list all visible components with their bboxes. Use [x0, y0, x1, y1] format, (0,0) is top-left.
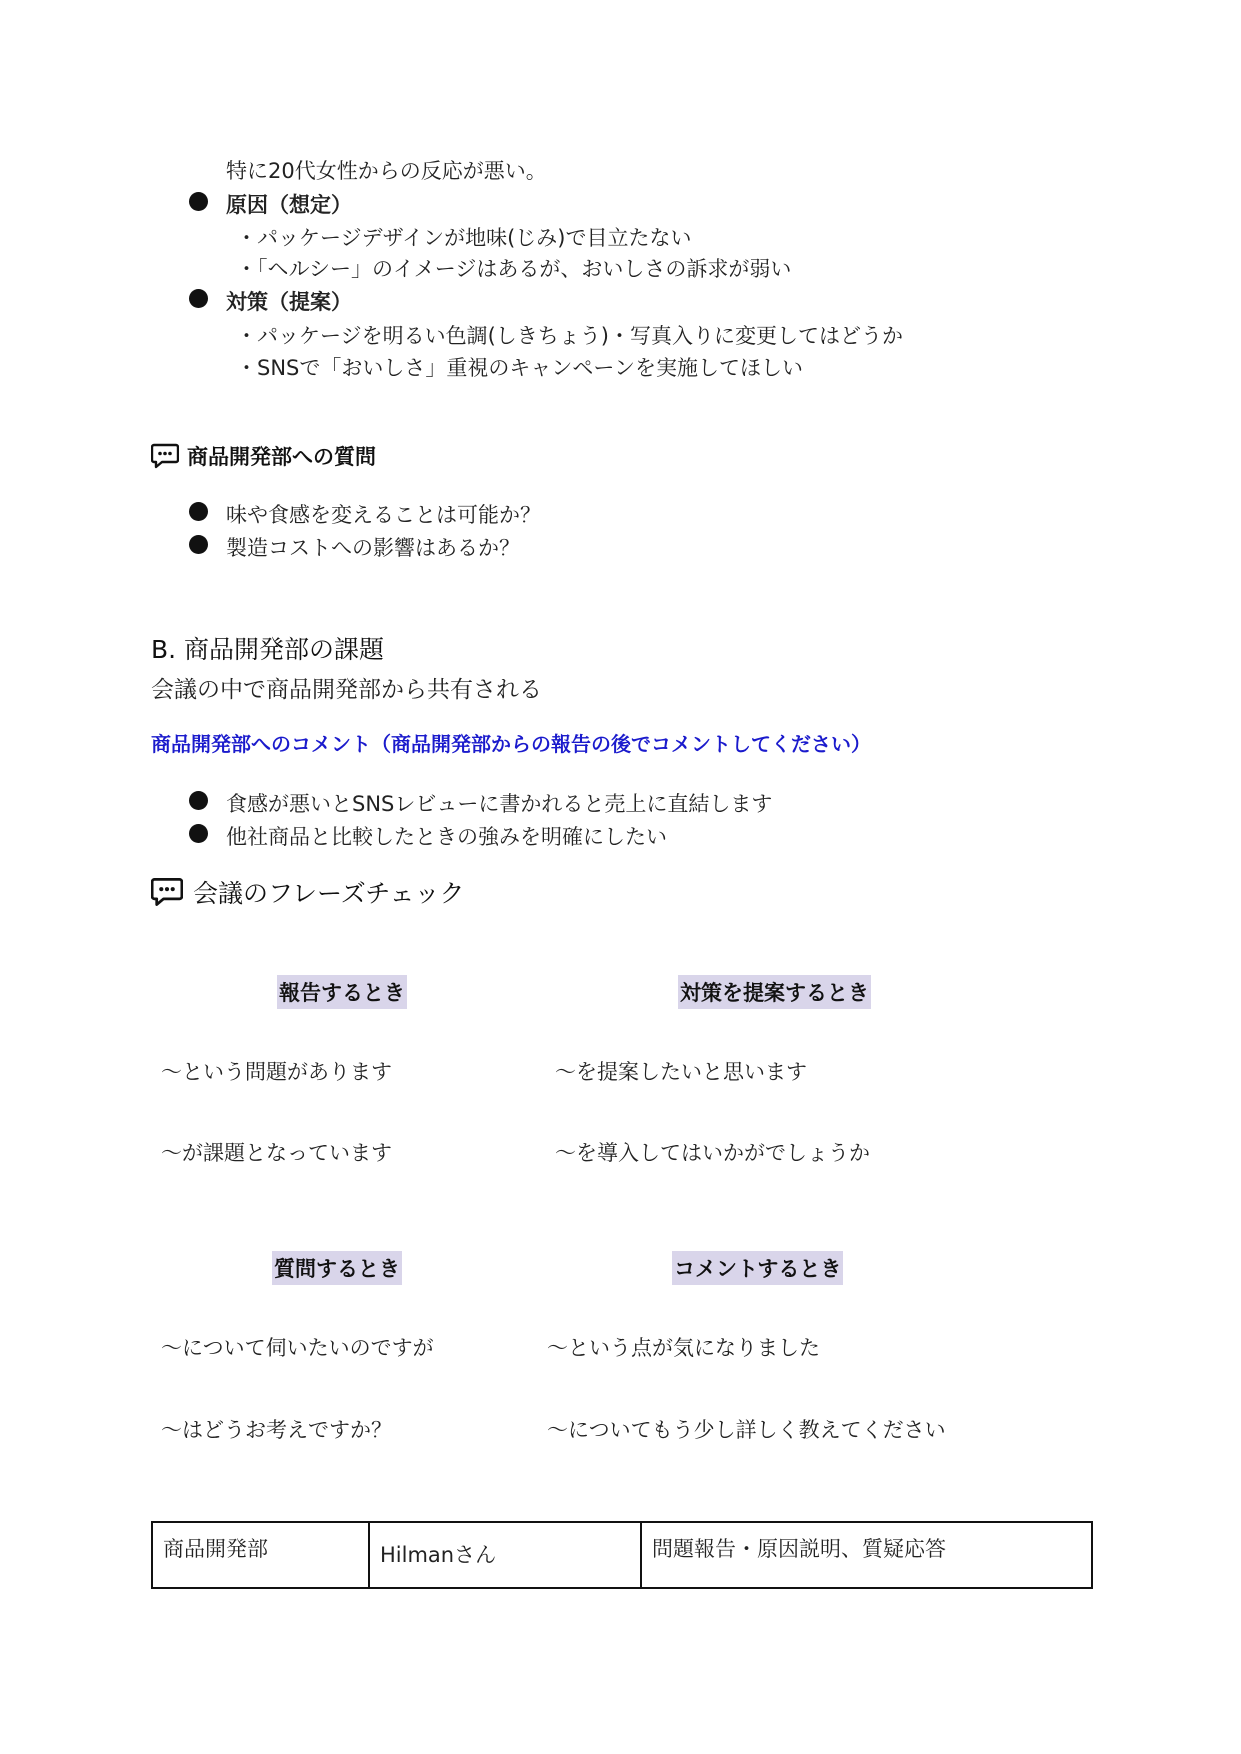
phrase-item: ～を導入してはいかがでしょうか — [555, 1141, 870, 1165]
questions-title: 商品開発部への質問 — [187, 445, 376, 469]
phrase-item: ～という点が気になりました — [547, 1336, 820, 1360]
speech-bubble-icon — [151, 877, 183, 907]
comment-title: 商品開発部へのコメント（商品開発部からの報告の後でコメントしてください） — [151, 732, 871, 756]
phrase-item: ～を提案したいと思います — [555, 1060, 807, 1084]
role-cell: 問題報告・原因説明、質疑応答 — [641, 1522, 1092, 1588]
bullet-icon — [189, 535, 208, 554]
phrase-check-title: 会議のフレーズチェック — [193, 879, 465, 908]
phrase-item: ～はどうお考えですか？ — [161, 1418, 392, 1442]
comment-item: 食感が悪いとSNSレビューに書かれると売上に直結します — [226, 792, 773, 816]
bullet-icon — [189, 192, 208, 211]
question-item: 製造コストへの影響はあるか？ — [226, 536, 520, 560]
phrase-item: ～という問題があります — [161, 1060, 392, 1084]
section-b-subtitle: 会議の中で商品開発部から共有される — [151, 677, 542, 703]
phrase-heading-question: 質問するとき — [272, 1251, 402, 1285]
department-cell: 商品開発部 — [152, 1522, 369, 1588]
table-row — [152, 1522, 1092, 1588]
bullet-icon — [189, 289, 208, 308]
bullet-icon — [189, 824, 208, 843]
roles-table — [151, 1521, 1093, 1589]
question-item: 味や食感を変えることは可能か？ — [226, 503, 541, 527]
measure-item: ・パッケージを明るい色調(しきちょう)・写真入りに変更してはどうか — [236, 324, 903, 348]
cause-item: ・「ヘルシー」のイメージはあるが、おいしさの訴求が弱い — [236, 257, 792, 281]
cause-item: ・パッケージデザインが地味(じみ)で目立たない — [236, 226, 692, 250]
comment-item: 他社商品と比較したときの強みを明確にしたい — [226, 825, 667, 849]
phrase-heading-comment: コメントするとき — [672, 1251, 843, 1285]
measure-label: 対策（提案） — [226, 290, 352, 314]
cause-label: 原因（想定） — [226, 193, 352, 217]
person-cell: Hilmanさん — [369, 1522, 641, 1588]
problem-continuation: 特に20代女性からの反応が悪い。 — [226, 159, 547, 183]
measure-item: ・SNSで「おいしさ」重視のキャンペーンを実施してほしい — [236, 356, 803, 380]
phrase-heading-propose: 対策を提案するとき — [678, 975, 871, 1009]
phrase-heading-report: 報告するとき — [277, 975, 407, 1009]
speech-bubble-icon — [151, 443, 179, 469]
phrase-item: ～が課題となっています — [161, 1141, 392, 1165]
bullet-icon — [189, 791, 208, 810]
section-b-title: B. 商品開発部の課題 — [151, 635, 385, 664]
bullet-icon — [189, 502, 208, 521]
phrase-item: ～について伺いたいのですが — [161, 1336, 434, 1360]
phrase-item: ～についてもう少し詳しく教えてください — [547, 1418, 946, 1442]
